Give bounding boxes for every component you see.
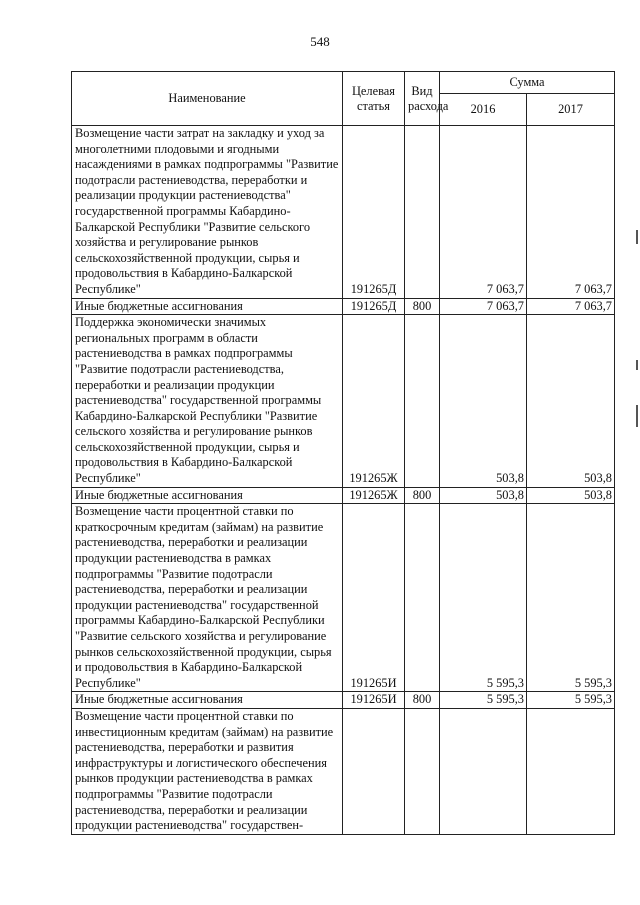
page-number: 548 (310, 34, 330, 49)
row-amount-2017 (527, 708, 615, 834)
row-amount-2016: 5 595,3 (440, 504, 527, 692)
row-name: Иные бюджетные ассигнования (72, 487, 343, 504)
row-name: Возмещение части процентной ставки по краткосрочным кредитам (займам) на развитие растениеводства, переработки и реализации продукции растениеводства в рамках подпрограммы "Развитие подотрасли растениеводства, переработки и реализации продукции растениеводства" государственной программы Кабардино-Балкарской Республики "Развитие сельского хозяйства и регулирование рынков сельскохозяйственной продукции, сырья и продовольствия в Кабардино-Балкарской Республике" (72, 504, 343, 692)
table-row (72, 708, 615, 834)
row-target-article: 191265Ж (343, 487, 405, 504)
row-name: Иные бюджетные ассигнования (72, 692, 343, 709)
header-year-2017: 2017 (527, 94, 615, 126)
row-expense-type (405, 315, 440, 488)
row-expense-type: 800 (405, 487, 440, 504)
row-amount-2017: 7 063,7 (527, 126, 615, 299)
row-target-article: 191265Д (343, 126, 405, 299)
header-name: Наименование (72, 72, 343, 126)
table-row (72, 487, 615, 504)
row-expense-type (405, 708, 440, 834)
row-expense-type: 800 (405, 298, 440, 315)
row-amount-2017: 7 063,7 (527, 298, 615, 315)
row-name: Поддержка экономически значимых региональных программ в области растениеводства в рамках подпрограммы "Развитие подотрасли растениеводства, переработки и реализации продукции растениеводства" государственной программы Кабардино-Балкарской Республики "Развитие сельского хозяйства и регулирование рынков сельскохозяйственной продукции, сырья и продовольствия в Кабардино-Балкарской Республике" (72, 315, 343, 488)
row-target-article: 191265И (343, 692, 405, 709)
row-name: Возмещение части затрат на закладку и уход за многолетними плодовыми и ягодными насаждениями в рамках подпрограммы "Развитие подотрасли растениеводства, переработки и реализации продукции растениеводства" государственной программы Кабардино-Балкарской Республики "Развитие сельского хозяйства и регулирование рынков сельскохозяйственной продукции, сырья и продовольствия в Кабардино-Балкарской Республике" (72, 126, 343, 299)
table-row (72, 692, 615, 709)
row-target-article (343, 708, 405, 834)
scan-edge-mark (636, 405, 638, 427)
table-row (72, 315, 615, 488)
row-amount-2017: 5 595,3 (527, 692, 615, 709)
row-target-article: 191265И (343, 504, 405, 692)
row-amount-2017: 5 595,3 (527, 504, 615, 692)
table-row (72, 504, 615, 692)
row-expense-type (405, 126, 440, 299)
row-amount-2016: 503,8 (440, 315, 527, 488)
row-amount-2016: 7 063,7 (440, 126, 527, 299)
scan-edge-mark (636, 230, 638, 244)
scan-edge-mark (636, 360, 638, 370)
table-row (72, 126, 615, 299)
header-sum: Сумма (440, 72, 615, 94)
header-target-article: Целевая статья (343, 72, 405, 126)
row-name: Иные бюджетные ассигнования (72, 298, 343, 315)
row-name: Возмещение части процентной ставки по инвестиционным кредитам (займам) на развитие растениеводства, переработки и развития инфраструктуры и логистического обеспечения рынков продукции растениеводства в рамках подпрограммы "Развитие подотрасли растениеводства, переработки и реализации продукции растениеводства" государствен- (72, 708, 343, 834)
row-amount-2016: 503,8 (440, 487, 527, 504)
row-expense-type: 800 (405, 692, 440, 709)
row-target-article: 191265Д (343, 298, 405, 315)
header-year-2016: 2016 (440, 94, 527, 126)
row-amount-2016 (440, 708, 527, 834)
table-row (72, 298, 615, 315)
row-amount-2016: 7 063,7 (440, 298, 527, 315)
row-target-article: 191265Ж (343, 315, 405, 488)
row-amount-2016: 5 595,3 (440, 692, 527, 709)
row-amount-2017: 503,8 (527, 487, 615, 504)
budget-table (71, 71, 615, 835)
row-expense-type (405, 504, 440, 692)
header-expense-type: Вид расхода (405, 72, 440, 126)
row-amount-2017: 503,8 (527, 315, 615, 488)
